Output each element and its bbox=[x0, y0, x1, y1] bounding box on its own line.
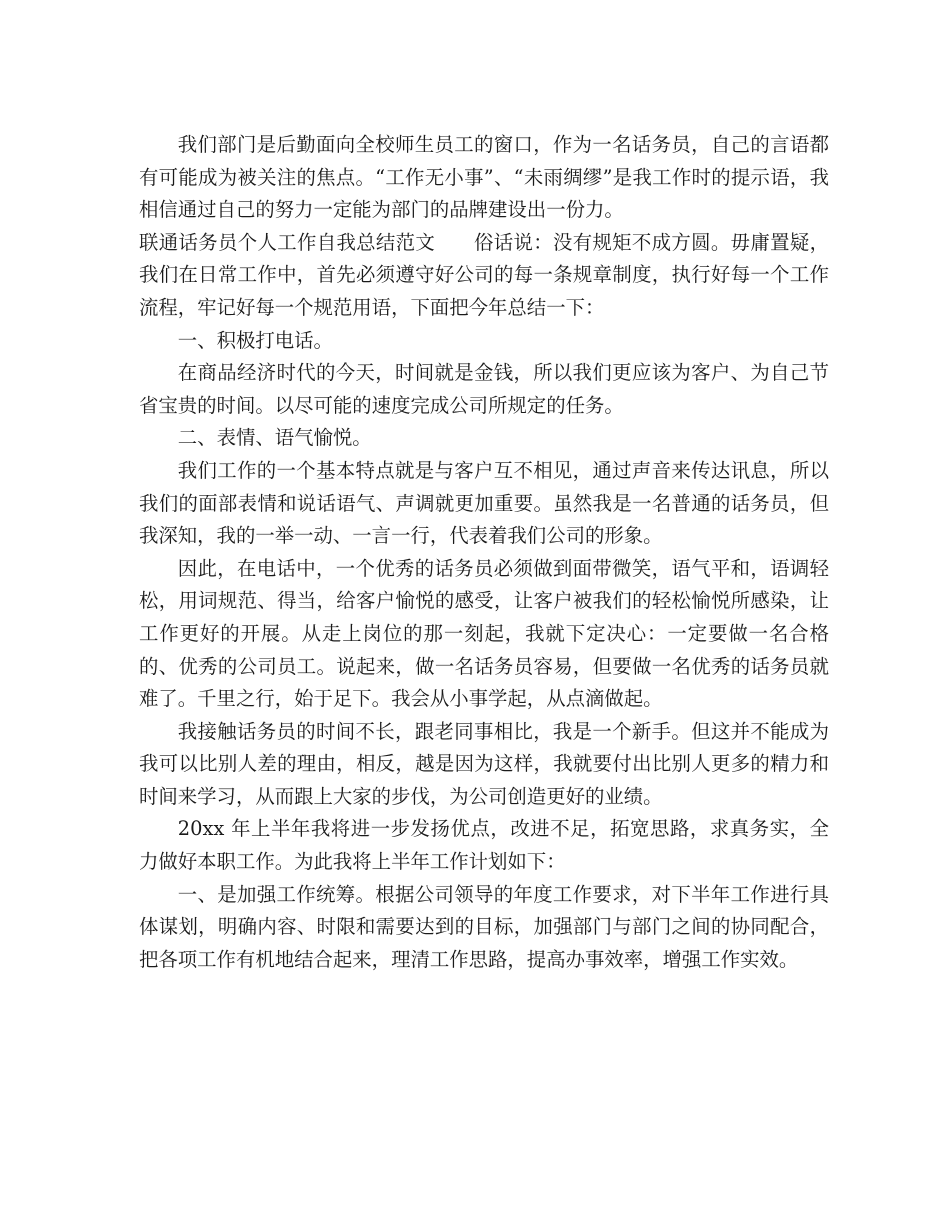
paragraph-department-window bbox=[139, 129, 829, 227]
section-heading-2 bbox=[139, 422, 829, 455]
paragraph-work-coordination bbox=[139, 879, 829, 977]
paragraph-text: 俗话说：没有规矩不成方圆。毋庸置疑，我们在日常工作中，首先必须遵守好公司的每一条规章制度，执行好每一个工作流程，牢记好每一个规范用语，下面把今年总结一下： bbox=[139, 230, 830, 319]
section-heading-1 bbox=[139, 325, 829, 358]
document-title: 联通话务员个人工作自我总结范文 bbox=[139, 230, 436, 254]
paragraph-text: 我们工作的一个基本特点就是与客户互不相见，通过声音来传达讯息，所以我们的面部表情和说话语气、声调就更加重要。虽然我是一名普通的话务员，但我深知，我的一举一动、一言一行，代表着我们公司的形象。 bbox=[139, 458, 829, 548]
paragraph-summary-intro bbox=[139, 227, 829, 325]
paragraph-text: 一、是加强工作统筹。根据公司领导的年度工作要求，对下半年工作进行具体谋划，明确内容、时限和需要达到的目标，加强部门与部门之间的协同配合，把各项工作有机地结合起来，理清工作思路，提高办事效率，增强工作实效。 bbox=[139, 882, 829, 971]
paragraph-text: 因此，在电话中，一个优秀的话务员必须做到面带微笑，语气平和，语调轻松，用词规范、得当，给客户愉悦的感受，让客户被我们的轻松愉悦所感染，让工作更好的开展。从走上岗位的那一刻起，我就下定决心：一定要做一名合格的、优秀的公司员工。说起来，做一名话务员容易，但要做一名优秀的话务员就难了。千里之行，始于足下。我会从小事学起，从点滴做起。 bbox=[139, 556, 829, 711]
paragraph-half-year-plan bbox=[139, 813, 829, 878]
section-heading-text: 一、积极打电话。 bbox=[177, 328, 333, 352]
paragraph-text: 20xx 年上半年我将进一步发扬优点，改进不足，拓宽思路，求真务实，全力做好本职工作。为此我将上半年工作计划如下： bbox=[139, 817, 829, 874]
section-heading-text: 二、表情、语气愉悦。 bbox=[177, 426, 372, 450]
document-body bbox=[139, 129, 829, 976]
paragraph-tone-voice bbox=[139, 455, 829, 553]
paragraph-newcomer bbox=[139, 716, 829, 814]
paragraph-smile-service bbox=[139, 553, 829, 716]
paragraph-text: 我接触话务员的时间不长，跟老同事相比，我是一个新手。但这并不能成为我可以比别人差的理由，相反，越是因为这样，我就要付出比别人更多的精力和时间来学习，从而跟上大家的步伐，为公司创造更好的业绩。 bbox=[139, 719, 829, 808]
paragraph-text: 我们部门是后勤面向全校师生员工的窗口，作为一名话务员，自己的言语都有可能成为被关注的焦点。“工作无小事”、“未雨绸缪”是我工作时的提示语，我相信通过自己的努力一定能为部门的品牌建设出一份力。 bbox=[139, 133, 829, 222]
paragraph-text: 在商品经济时代的今天，时间就是金钱，所以我们更应该为客户、为自己节省宝贵的时间。以尽可能的速度完成公司所规定的任务。 bbox=[139, 361, 829, 417]
paragraph-save-time bbox=[139, 357, 829, 422]
